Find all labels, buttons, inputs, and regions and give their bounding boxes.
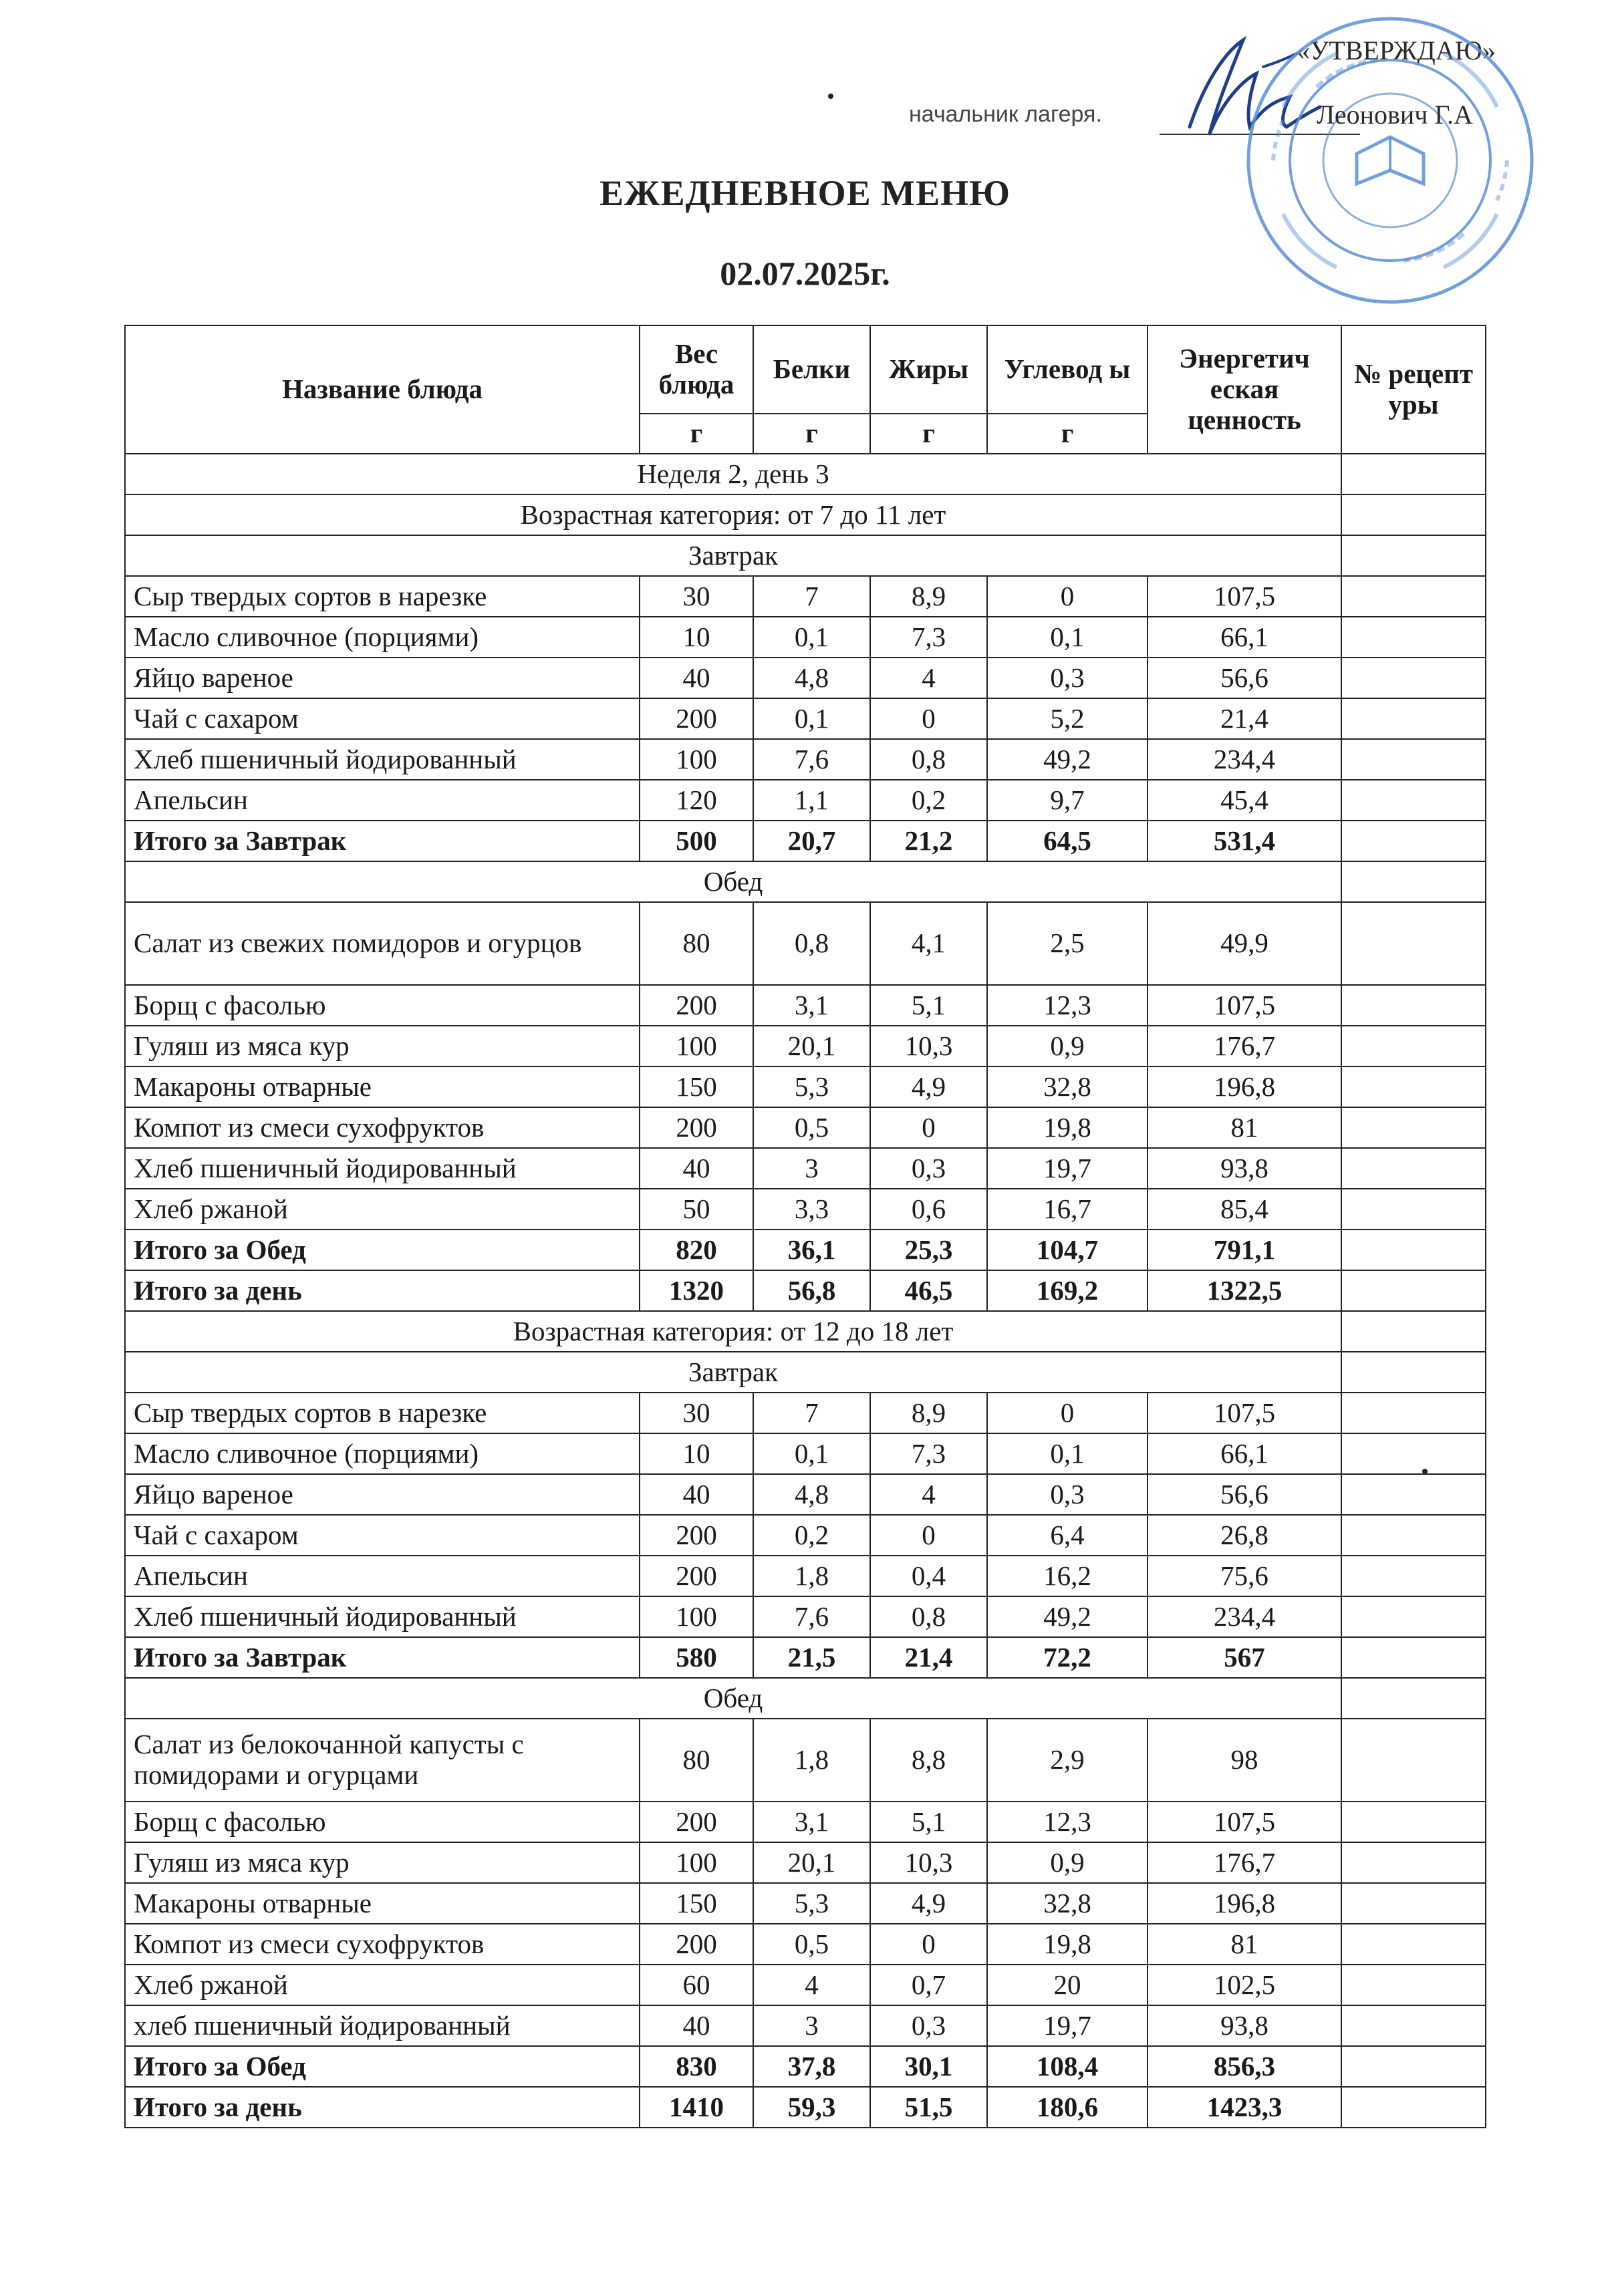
dish-name-cell: Хлеб ржаной <box>125 1965 640 2005</box>
table-row <box>125 780 1486 821</box>
recipe-number-cell <box>1341 1842 1486 1883</box>
table-row <box>125 698 1486 739</box>
dish-name-cell: Яйцо вареное <box>125 658 640 698</box>
recipe-number-cell <box>1341 1026 1486 1066</box>
carbs-cell: 32,8 <box>987 1066 1148 1107</box>
recipe-number-cell <box>1341 985 1486 1026</box>
weight-cell: 1410 <box>640 2087 753 2128</box>
energy-cell: 196,8 <box>1148 1883 1341 1924</box>
recipe-number-cell <box>1341 1965 1486 2005</box>
energy-cell: 176,7 <box>1148 1026 1341 1066</box>
dish-name-cell: Апельсин <box>125 780 640 821</box>
weight-cell: 200 <box>640 1107 753 1148</box>
approval-block <box>909 27 1551 180</box>
carbs-cell: 5,2 <box>987 698 1148 739</box>
carbs-cell: 0,9 <box>987 1842 1148 1883</box>
table-row <box>125 1596 1486 1637</box>
protein-cell: 3 <box>753 2005 870 2046</box>
carbs-cell: 108,4 <box>987 2046 1148 2087</box>
carbs-cell: 9,7 <box>987 780 1148 821</box>
fat-cell: 7,3 <box>870 617 987 658</box>
recipe-number-cell <box>1341 1719 1486 1802</box>
protein-cell: 20,1 <box>753 1026 870 1066</box>
dish-name-cell: Макароны отварные <box>125 1066 640 1107</box>
col-header-carbs: Углевод ы <box>987 325 1148 414</box>
table-row <box>125 617 1486 658</box>
energy-cell: 26,8 <box>1148 1515 1341 1556</box>
energy-cell: 66,1 <box>1148 617 1341 658</box>
table-row <box>125 739 1486 780</box>
fat-cell: 25,3 <box>870 1230 987 1270</box>
energy-cell: 102,5 <box>1148 1965 1341 2005</box>
fat-cell: 30,1 <box>870 2046 987 2087</box>
recipe-number-cell <box>1341 1556 1486 1596</box>
protein-cell: 5,3 <box>753 1883 870 1924</box>
protein-cell: 3,1 <box>753 985 870 1026</box>
fat-cell: 0 <box>870 1515 987 1556</box>
section-label: Возрастная категория: от 7 до 11 лет <box>125 494 1341 535</box>
weight-cell: 1320 <box>640 1270 753 1311</box>
col-header-energy: Энергетич еская ценность <box>1148 325 1341 454</box>
carbs-cell: 0,3 <box>987 658 1148 698</box>
recipe-number-cell <box>1341 739 1486 780</box>
energy-cell: 49,9 <box>1148 902 1341 985</box>
recipe-number-cell <box>1341 1270 1486 1311</box>
table-row <box>125 1719 1486 1802</box>
weight-cell: 100 <box>640 1026 753 1066</box>
section-row <box>125 861 1486 902</box>
energy-cell: 21,4 <box>1148 698 1341 739</box>
col-header-name: Название блюда <box>125 325 640 454</box>
dish-name-cell: Салат из белокочанной капусты с помидорами и огурцами <box>125 1719 640 1802</box>
carbs-cell: 49,2 <box>987 1596 1148 1637</box>
carbs-cell: 32,8 <box>987 1883 1148 1924</box>
recipe-number-cell <box>1341 2046 1486 2087</box>
section-label: Завтрак <box>125 1352 1341 1393</box>
fat-cell: 4 <box>870 1474 987 1515</box>
carbs-cell: 72,2 <box>987 1637 1148 1678</box>
fat-cell: 4,1 <box>870 902 987 985</box>
carbs-cell: 0,9 <box>987 1026 1148 1066</box>
fat-cell: 7,3 <box>870 1433 987 1474</box>
energy-cell: 81 <box>1148 1107 1341 1148</box>
carbs-cell: 0 <box>987 576 1148 617</box>
dish-name-cell: Хлеб пшеничный йодированный <box>125 1596 640 1637</box>
approval-role: начальник лагеря. <box>909 102 1102 127</box>
section-row <box>125 1311 1486 1352</box>
weight-cell: 500 <box>640 821 753 861</box>
dish-name-cell: Хлеб ржаной <box>125 1189 640 1230</box>
col-header-weight: Вес блюда <box>640 325 753 414</box>
table-row <box>125 1924 1486 1965</box>
carbs-cell: 180,6 <box>987 2087 1148 2128</box>
carbs-cell: 19,7 <box>987 2005 1148 2046</box>
table-row <box>125 1026 1486 1066</box>
fat-cell: 8,8 <box>870 1719 987 1802</box>
scan-dot <box>828 94 833 99</box>
protein-cell: 0,5 <box>753 1107 870 1148</box>
energy-cell: 56,6 <box>1148 658 1341 698</box>
energy-cell: 93,8 <box>1148 1148 1341 1189</box>
dish-name-cell: Чай с сахаром <box>125 698 640 739</box>
empty-cell <box>1341 1352 1486 1393</box>
week-label: Неделя 2, день 3 <box>125 454 1341 494</box>
recipe-number-cell <box>1341 821 1486 861</box>
section-label: Обед <box>125 1678 1341 1719</box>
fat-cell: 4 <box>870 658 987 698</box>
protein-cell: 0,1 <box>753 698 870 739</box>
fat-cell: 4,9 <box>870 1883 987 1924</box>
fat-cell: 5,1 <box>870 1802 987 1842</box>
energy-cell: 234,4 <box>1148 739 1341 780</box>
protein-cell: 3,3 <box>753 1189 870 1230</box>
dish-name-cell: Масло сливочное (порциями) <box>125 1433 640 1474</box>
dish-name-cell: Макароны отварные <box>125 1883 640 1924</box>
protein-cell: 0,1 <box>753 1433 870 1474</box>
recipe-number-cell <box>1341 617 1486 658</box>
weight-cell: 30 <box>640 576 753 617</box>
protein-cell: 0,2 <box>753 1515 870 1556</box>
energy-cell: 107,5 <box>1148 576 1341 617</box>
dish-name-cell: хлеб пшеничный йодированный <box>125 2005 640 2046</box>
protein-cell: 0,1 <box>753 617 870 658</box>
carbs-cell: 16,7 <box>987 1189 1148 1230</box>
carbs-cell: 6,4 <box>987 1515 1148 1556</box>
carbs-cell: 12,3 <box>987 985 1148 1026</box>
dish-name-cell: Гуляш из мяса кур <box>125 1026 640 1066</box>
weight-cell: 40 <box>640 1474 753 1515</box>
weight-cell: 100 <box>640 739 753 780</box>
fat-cell: 51,5 <box>870 2087 987 2128</box>
recipe-number-cell <box>1341 1802 1486 1842</box>
recipe-number-cell <box>1341 1393 1486 1433</box>
table-row <box>125 1802 1486 1842</box>
weight-cell: 200 <box>640 698 753 739</box>
dish-name-cell: Хлеб пшеничный йодированный <box>125 1148 640 1189</box>
recipe-number-cell <box>1341 658 1486 698</box>
weight-cell: 200 <box>640 1802 753 1842</box>
table-row <box>125 2005 1486 2046</box>
section-label: Обед <box>125 861 1341 902</box>
meal-total-row <box>125 2046 1486 2087</box>
energy-cell: 81 <box>1148 1924 1341 1965</box>
recipe-number-cell <box>1341 2087 1486 2128</box>
protein-cell: 0,5 <box>753 1924 870 1965</box>
protein-cell: 7 <box>753 576 870 617</box>
weight-cell: 120 <box>640 780 753 821</box>
weight-cell: 80 <box>640 902 753 985</box>
weight-cell: 10 <box>640 617 753 658</box>
empty-cell <box>1341 535 1486 576</box>
energy-cell: 66,1 <box>1148 1433 1341 1474</box>
table-row <box>125 902 1486 985</box>
dish-name-cell: Салат из свежих помидоров и огурцов <box>125 902 640 985</box>
recipe-number-cell <box>1341 1189 1486 1230</box>
protein-cell: 5,3 <box>753 1066 870 1107</box>
fat-cell: 4,9 <box>870 1066 987 1107</box>
dish-name-cell: Масло сливочное (порциями) <box>125 617 640 658</box>
weight-cell: 40 <box>640 2005 753 2046</box>
protein-cell: 1,8 <box>753 1556 870 1596</box>
recipe-number-cell <box>1341 1596 1486 1637</box>
recipe-number-cell <box>1341 576 1486 617</box>
weight-cell: 820 <box>640 1230 753 1270</box>
weight-cell: 200 <box>640 1924 753 1965</box>
dish-name-cell: Компот из смеси сухофруктов <box>125 1107 640 1148</box>
table-row <box>125 1965 1486 2005</box>
fat-cell: 46,5 <box>870 1270 987 1311</box>
meal-total-row <box>125 1637 1486 1678</box>
fat-cell: 0,3 <box>870 2005 987 2046</box>
energy-cell: 45,4 <box>1148 780 1341 821</box>
table-row <box>125 1556 1486 1596</box>
carbs-cell: 64,5 <box>987 821 1148 861</box>
dish-name-cell: Борщ с фасолью <box>125 985 640 1026</box>
carbs-cell: 0,1 <box>987 1433 1148 1474</box>
weight-cell: 830 <box>640 2046 753 2087</box>
protein-cell: 37,8 <box>753 2046 870 2087</box>
energy-cell: 1423,3 <box>1148 2087 1341 2128</box>
recipe-number-cell <box>1341 902 1486 985</box>
protein-cell: 3,1 <box>753 1802 870 1842</box>
recipe-number-cell <box>1341 1148 1486 1189</box>
dish-name-cell: Хлеб пшеничный йодированный <box>125 739 640 780</box>
weight-cell: 40 <box>640 658 753 698</box>
energy-cell: 56,6 <box>1148 1474 1341 1515</box>
fat-cell: 0 <box>870 1924 987 1965</box>
menu-table <box>124 325 1486 2128</box>
weight-cell: 150 <box>640 1883 753 1924</box>
table-row <box>125 1474 1486 1515</box>
table-row <box>125 1148 1486 1189</box>
energy-cell: 791,1 <box>1148 1230 1341 1270</box>
table-row <box>125 576 1486 617</box>
recipe-number-cell <box>1341 2005 1486 2046</box>
protein-cell: 3 <box>753 1148 870 1189</box>
menu-body <box>125 454 1486 2128</box>
approval-name: Леонович Г.А <box>1317 100 1473 130</box>
dish-name-cell: Компот из смеси сухофруктов <box>125 1924 640 1965</box>
recipe-number-cell <box>1341 1883 1486 1924</box>
col-header-recipe: № рецепт уры <box>1341 325 1486 454</box>
table-row <box>125 1066 1486 1107</box>
weight-cell: 200 <box>640 985 753 1026</box>
protein-cell: 21,5 <box>753 1637 870 1678</box>
protein-cell: 59,3 <box>753 2087 870 2128</box>
protein-cell: 7,6 <box>753 739 870 780</box>
meal-total-row <box>125 821 1486 861</box>
dish-name-cell: Итого за Завтрак <box>125 821 640 861</box>
protein-cell: 4 <box>753 1965 870 2005</box>
energy-cell: 567 <box>1148 1637 1341 1678</box>
energy-cell: 107,5 <box>1148 1393 1341 1433</box>
section-label: Возрастная категория: от 12 до 18 лет <box>125 1311 1341 1352</box>
dish-name-cell: Итого за Обед <box>125 2046 640 2087</box>
fat-cell: 21,2 <box>870 821 987 861</box>
fat-cell: 0,3 <box>870 1148 987 1189</box>
unit-fat: г <box>870 414 987 454</box>
energy-cell: 85,4 <box>1148 1189 1341 1230</box>
weight-cell: 580 <box>640 1637 753 1678</box>
energy-cell: 107,5 <box>1148 1802 1341 1842</box>
meal-total-row <box>125 1230 1486 1270</box>
unit-protein: г <box>753 414 870 454</box>
protein-cell: 36,1 <box>753 1230 870 1270</box>
fat-cell: 0,8 <box>870 1596 987 1637</box>
table-row <box>125 985 1486 1026</box>
energy-cell: 98 <box>1148 1719 1341 1802</box>
recipe-number-cell <box>1341 1230 1486 1270</box>
weight-cell: 200 <box>640 1515 753 1556</box>
table-row <box>125 1883 1486 1924</box>
recipe-number-cell <box>1341 1637 1486 1678</box>
dish-name-cell: Чай с сахаром <box>125 1515 640 1556</box>
carbs-cell: 19,7 <box>987 1148 1148 1189</box>
carbs-cell: 20 <box>987 1965 1148 2005</box>
recipe-number-cell <box>1341 780 1486 821</box>
fat-cell: 0,7 <box>870 1965 987 2005</box>
document-title: ЕЖЕДНЕВНОЕ МЕНЮ <box>599 173 1011 213</box>
unit-weight: г <box>640 414 753 454</box>
carbs-cell: 49,2 <box>987 739 1148 780</box>
fat-cell: 8,9 <box>870 576 987 617</box>
weight-cell: 100 <box>640 1842 753 1883</box>
section-row <box>125 1352 1486 1393</box>
weight-cell: 40 <box>640 1148 753 1189</box>
weight-cell: 150 <box>640 1066 753 1107</box>
carbs-cell: 2,5 <box>987 902 1148 985</box>
recipe-number-cell <box>1341 1433 1486 1474</box>
energy-cell: 1322,5 <box>1148 1270 1341 1311</box>
table-row <box>125 1515 1486 1556</box>
section-label: Завтрак <box>125 535 1341 576</box>
table-row <box>125 1842 1486 1883</box>
fat-cell: 10,3 <box>870 1026 987 1066</box>
fat-cell: 0 <box>870 698 987 739</box>
scan-dot <box>1422 1469 1428 1474</box>
weight-cell: 60 <box>640 1965 753 2005</box>
unit-carbs: г <box>987 414 1148 454</box>
weight-cell: 100 <box>640 1596 753 1637</box>
day-total-row <box>125 2087 1486 2128</box>
empty-cell <box>1341 494 1486 535</box>
table-row <box>125 658 1486 698</box>
table-row <box>125 1107 1486 1148</box>
table-row <box>125 1189 1486 1230</box>
dish-name-cell: Сыр твердых сортов в нарезке <box>125 1393 640 1433</box>
recipe-number-cell <box>1341 1515 1486 1556</box>
recipe-number-cell <box>1341 698 1486 739</box>
dish-name-cell: Итого за Завтрак <box>125 1637 640 1678</box>
table-row <box>125 1393 1486 1433</box>
protein-cell: 7,6 <box>753 1596 870 1637</box>
dish-name-cell: Борщ с фасолью <box>125 1802 640 1842</box>
empty-cell <box>1341 1678 1486 1719</box>
recipe-number-cell <box>1341 1924 1486 1965</box>
protein-cell: 7 <box>753 1393 870 1433</box>
empty-cell <box>1341 861 1486 902</box>
recipe-number-cell <box>1341 1474 1486 1515</box>
fat-cell: 5,1 <box>870 985 987 1026</box>
section-row <box>125 494 1486 535</box>
protein-cell: 1,8 <box>753 1719 870 1802</box>
carbs-cell: 16,2 <box>987 1556 1148 1596</box>
weight-cell: 200 <box>640 1556 753 1596</box>
col-header-protein: Белки <box>753 325 870 414</box>
dish-name-cell: Гуляш из мяса кур <box>125 1842 640 1883</box>
fat-cell: 0,4 <box>870 1556 987 1596</box>
protein-cell: 56,8 <box>753 1270 870 1311</box>
dish-name-cell: Сыр твердых сортов в нарезке <box>125 576 640 617</box>
fat-cell: 21,4 <box>870 1637 987 1678</box>
energy-cell: 176,7 <box>1148 1842 1341 1883</box>
energy-cell: 856,3 <box>1148 2046 1341 2087</box>
dish-name-cell: Итого за Обед <box>125 1230 640 1270</box>
protein-cell: 4,8 <box>753 658 870 698</box>
energy-cell: 234,4 <box>1148 1596 1341 1637</box>
carbs-cell: 12,3 <box>987 1802 1148 1842</box>
section-row <box>125 1678 1486 1719</box>
protein-cell: 20,1 <box>753 1842 870 1883</box>
section-row <box>125 535 1486 576</box>
carbs-cell: 169,2 <box>987 1270 1148 1311</box>
carbs-cell: 19,8 <box>987 1924 1148 1965</box>
weight-cell: 10 <box>640 1433 753 1474</box>
protein-cell: 1,1 <box>753 780 870 821</box>
energy-cell: 93,8 <box>1148 2005 1341 2046</box>
recipe-number-cell <box>1341 1107 1486 1148</box>
weight-cell: 80 <box>640 1719 753 1802</box>
dish-name-cell: Апельсин <box>125 1556 640 1596</box>
weight-cell: 30 <box>640 1393 753 1433</box>
dish-name-cell: Итого за день <box>125 1270 640 1311</box>
energy-cell: 107,5 <box>1148 985 1341 1026</box>
energy-cell: 531,4 <box>1148 821 1341 861</box>
fat-cell: 0,2 <box>870 780 987 821</box>
fat-cell: 10,3 <box>870 1842 987 1883</box>
fat-cell: 0,6 <box>870 1189 987 1230</box>
recipe-number-cell <box>1341 1066 1486 1107</box>
protein-cell: 20,7 <box>753 821 870 861</box>
energy-cell: 196,8 <box>1148 1066 1341 1107</box>
weight-cell: 50 <box>640 1189 753 1230</box>
fat-cell: 0,8 <box>870 739 987 780</box>
fat-cell: 8,9 <box>870 1393 987 1433</box>
empty-cell <box>1341 454 1486 494</box>
col-header-fat: Жиры <box>870 325 987 414</box>
document-date: 02.07.2025г. <box>720 255 890 292</box>
protein-cell: 0,8 <box>753 902 870 985</box>
carbs-cell: 0,3 <box>987 1474 1148 1515</box>
carbs-cell: 2,9 <box>987 1719 1148 1802</box>
approval-title: «УТВЕРЖДАЮ» <box>1297 35 1496 65</box>
dish-name-cell: Итого за день <box>125 2087 640 2128</box>
protein-cell: 4,8 <box>753 1474 870 1515</box>
day-total-row <box>125 1270 1486 1311</box>
empty-cell <box>1341 1311 1486 1352</box>
dish-name-cell: Яйцо вареное <box>125 1474 640 1515</box>
carbs-cell: 19,8 <box>987 1107 1148 1148</box>
carbs-cell: 104,7 <box>987 1230 1148 1270</box>
carbs-cell: 0,1 <box>987 617 1148 658</box>
table-row <box>125 1433 1486 1474</box>
energy-cell: 75,6 <box>1148 1556 1341 1596</box>
carbs-cell: 0 <box>987 1393 1148 1433</box>
fat-cell: 0 <box>870 1107 987 1148</box>
